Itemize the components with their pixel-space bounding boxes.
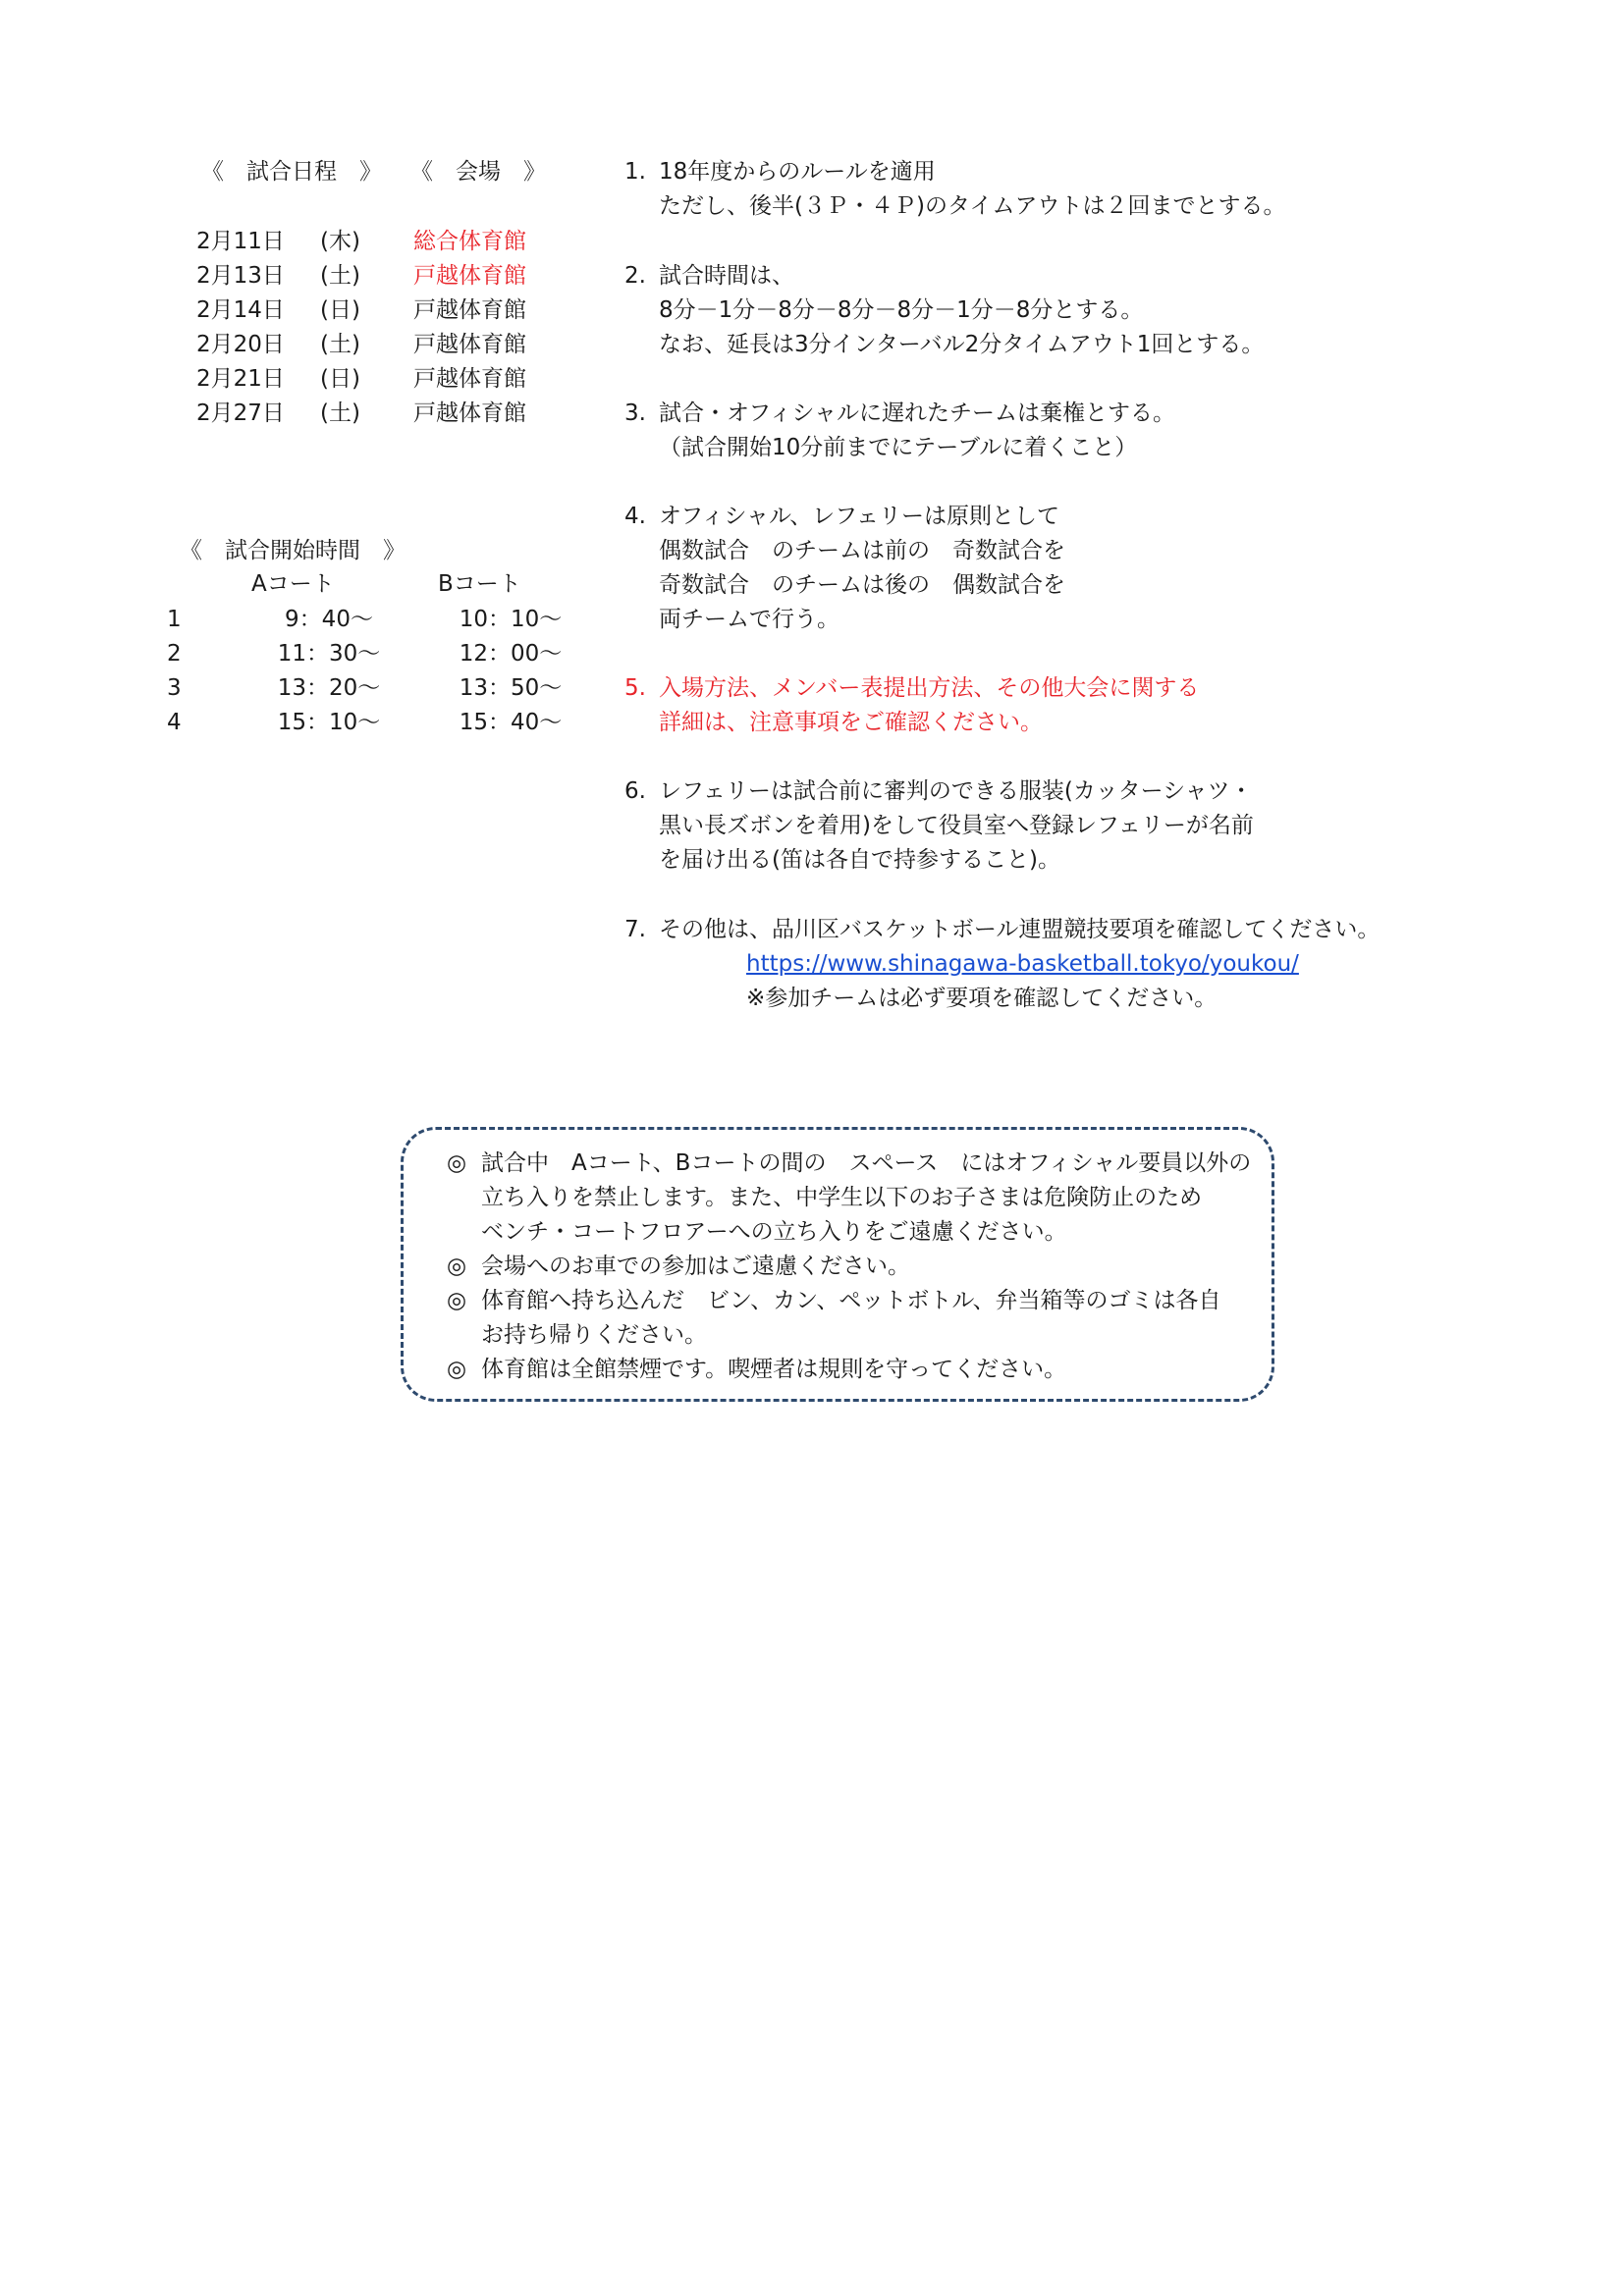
rule-note: ※参加チームは必ず要項を確認してください。: [746, 986, 1218, 1011]
court-b-time: 13：50～: [459, 675, 563, 701]
schedule-weekday: (木): [320, 229, 360, 254]
rule-text: を届け出る(笛は各自で持参すること)。: [659, 847, 1060, 873]
rule-text: 黒い長ズボンを着用)をして役員室へ登録レフェリーが名前: [659, 813, 1254, 838]
court-a-time: 13：20～: [277, 675, 381, 701]
rule-number: 3.: [624, 400, 646, 426]
court-a-time: 15：10～: [277, 710, 381, 735]
notice-text: お持ち帰りください。: [481, 1322, 707, 1348]
notice-text: 体育館は全館禁煙です。喫煙者は規則を守ってください。: [481, 1357, 1067, 1382]
start-times-header: 《 試合開始時間 》: [180, 538, 406, 563]
schedule-date: 2月20日: [196, 332, 285, 357]
rule-number: 5.: [624, 675, 646, 701]
rule-number: 2.: [624, 263, 646, 289]
schedule-venue: 戸越体育館: [413, 332, 526, 357]
notice-text: 体育館へ持ち込んだ ビン、カン、ペットボトル、弁当箱等のゴミは各自: [481, 1288, 1221, 1313]
schedule-date: 2月11日: [196, 229, 285, 254]
game-number: 2: [167, 641, 182, 667]
schedule-weekday: (土): [320, 400, 360, 426]
rule-text: 試合・オフィシャルに遅れたチームは棄権とする。: [659, 400, 1176, 426]
rule-number: 1.: [624, 159, 646, 185]
court-a-header: Aコート: [251, 571, 335, 597]
schedule-header-venue: 《 会場 》: [410, 159, 546, 185]
schedule-date: 2月13日: [196, 263, 285, 289]
rule-number: 4.: [624, 504, 646, 529]
schedule-weekday: (日): [320, 366, 360, 392]
rule-number: 7.: [624, 917, 646, 942]
rule-text: （試合開始10分前までにテーブルに着くこと）: [659, 435, 1138, 460]
schedule-date: 2月27日: [196, 400, 285, 426]
schedule-venue: 戸越体育館: [413, 263, 526, 289]
notice-text: ベンチ・コートフロアーへの立ち入りをご遠慮ください。: [481, 1219, 1067, 1245]
rule-text: 両チームで行う。: [659, 607, 839, 632]
rule-text: オフィシャル、レフェリーは原則として: [659, 504, 1060, 529]
schedule-venue: 戸越体育館: [413, 400, 526, 426]
rule-text: 8分－1分－8分－8分－8分－1分－8分とする。: [659, 297, 1144, 323]
rule-text: 奇数試合 のチームは後の 偶数試合を: [659, 572, 1065, 598]
game-number: 3: [167, 675, 182, 701]
rule-text: 試合時間は、: [659, 263, 794, 289]
bullet-icon: ◎: [447, 1150, 467, 1176]
schedule-weekday: (日): [320, 297, 360, 323]
rule-text: その他は、品川区バスケットボール連盟競技要項を確認してください。: [659, 917, 1380, 942]
schedule-weekday: (土): [320, 263, 360, 289]
court-b-time: 15：40～: [459, 710, 563, 735]
rule-text: ただし、後半(３Ｐ・４Ｐ)のタイムアウトは２回までとする。: [659, 193, 1286, 219]
schedule-weekday: (土): [320, 332, 360, 357]
court-b-time: 12：00～: [459, 641, 563, 667]
rule-text: レフェリーは試合前に審判のできる服装(カッターシャツ・: [659, 778, 1253, 804]
schedule-date: 2月21日: [196, 366, 285, 392]
schedule-header-date: 《 試合日程 》: [201, 159, 382, 185]
schedule-venue: 戸越体育館: [413, 297, 526, 323]
schedule-venue: 総合体育館: [413, 229, 526, 254]
schedule-venue: 戸越体育館: [413, 366, 526, 392]
notice-text: 立ち入りを禁止します。また、中学生以下のお子さまは危険防止のため: [481, 1185, 1203, 1210]
rule-number: 6.: [624, 778, 646, 804]
rule-text: 偶数試合 のチームは前の 奇数試合を: [659, 538, 1065, 563]
bullet-icon: ◎: [447, 1357, 467, 1382]
bullet-icon: ◎: [447, 1254, 467, 1279]
youkou-link[interactable]: https://www.shinagawa-basketball.tokyo/youkou/: [746, 951, 1299, 977]
game-number: 1: [167, 607, 182, 632]
schedule-date: 2月14日: [196, 297, 285, 323]
court-b-time: 10：10～: [459, 607, 563, 632]
court-a-time: 11：30～: [277, 641, 381, 667]
bullet-icon: ◎: [447, 1288, 467, 1313]
court-a-time: 9：40～: [285, 607, 373, 632]
rule-text: 詳細は、注意事項をご確認ください。: [659, 710, 1043, 735]
rule-text: 入場方法、メンバー表提出方法、その他大会に関する: [659, 675, 1200, 701]
rule-text: なお、延長は3分インターバル2分タイムアウト1回とする。: [659, 332, 1265, 357]
game-number: 4: [167, 710, 182, 735]
notice-text: 試合中 Aコート、Bコートの間の スペース にはオフィシャル要員以外の: [481, 1150, 1252, 1176]
notice-text: 会場へのお車での参加はご遠慮ください。: [481, 1254, 910, 1279]
rule-text: 18年度からのルールを適用: [659, 159, 936, 185]
court-b-header: Bコート: [438, 571, 521, 597]
